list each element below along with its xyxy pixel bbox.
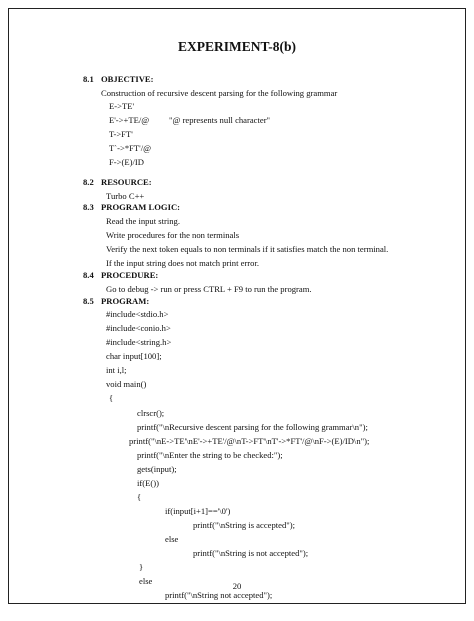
code-line: int i,l;: [106, 365, 127, 375]
page-title: EXPERIMENT-8(b): [177, 39, 296, 54]
code-line: void main(): [106, 379, 147, 389]
grammar-rule: T`->*FT'/@: [109, 143, 151, 153]
document-page: [8, 8, 466, 604]
section-number-8-4: 8.4: [83, 270, 94, 280]
procedure-text: Go to debug -> run or press CTRL + F9 to run the program.: [106, 284, 312, 294]
code-line: char input[100];: [106, 351, 162, 361]
logic-step: If the input string does not match print error.: [106, 258, 259, 268]
code-line: }: [139, 562, 144, 572]
code-line: printf("\nString not accepted");: [165, 590, 273, 600]
section-heading-resource: RESOURCE:: [101, 177, 152, 187]
code-line: printf("\nE->TE'\nE'->+TE'/@\nT->FT'\nT'->*FT'/@\nF->(E)/ID\n");: [129, 436, 370, 446]
resource-text: Turbo C++: [106, 191, 145, 201]
section-number-8-3: 8.3: [83, 202, 94, 212]
grammar-rule: T->FT': [109, 129, 133, 139]
code-line: #include<conio.h>: [106, 323, 171, 333]
code-line: clrscr();: [137, 408, 165, 418]
logic-step: Read the input string.: [106, 216, 180, 226]
grammar-rule: E->TE': [109, 101, 135, 111]
code-line: #include<stdio.h>: [106, 309, 169, 319]
code-line: else: [165, 534, 179, 544]
grammar-rule: E'->+TE/@: [109, 115, 150, 125]
code-line: printf("\nString is accepted");: [193, 520, 295, 530]
code-line: {: [137, 492, 142, 502]
logic-step: Write procedures for the non terminals: [106, 230, 240, 240]
section-number-8-5: 8.5: [83, 296, 94, 306]
null-character-note: "@ represents null character": [169, 115, 271, 125]
page-number: 20: [232, 581, 242, 591]
objective-intro: Construction of recursive descent parsing for the following grammar: [101, 88, 338, 98]
section-number-8-1: 8.1: [83, 74, 94, 84]
code-line: #include<string.h>: [106, 337, 172, 347]
section-number-8-2: 8.2: [83, 177, 94, 187]
code-line: if(input[i+1]=='\0'): [165, 506, 231, 516]
section-heading-program: PROGRAM:: [101, 296, 150, 306]
logic-step: Verify the next token equals to non terminals if it satisfies match the non terminal.: [106, 244, 389, 254]
code-line: {: [109, 393, 114, 403]
grammar-rule: F->(E)/ID: [109, 157, 144, 167]
code-line: printf("\nRecursive descent parsing for the following grammar\n");: [137, 422, 368, 432]
code-line: printf("\nEnter the string to be checked:");: [137, 450, 283, 460]
code-line: printf("\nString is not accepted");: [193, 548, 309, 558]
code-line: gets(input);: [137, 464, 177, 474]
section-heading-procedure: PROCEDURE:: [101, 270, 159, 280]
code-line: if(E()): [137, 478, 159, 488]
code-line: else: [139, 576, 153, 586]
section-heading-program-logic: PROGRAM LOGIC:: [101, 202, 181, 212]
section-heading-objective: OBJECTIVE:: [101, 74, 154, 84]
